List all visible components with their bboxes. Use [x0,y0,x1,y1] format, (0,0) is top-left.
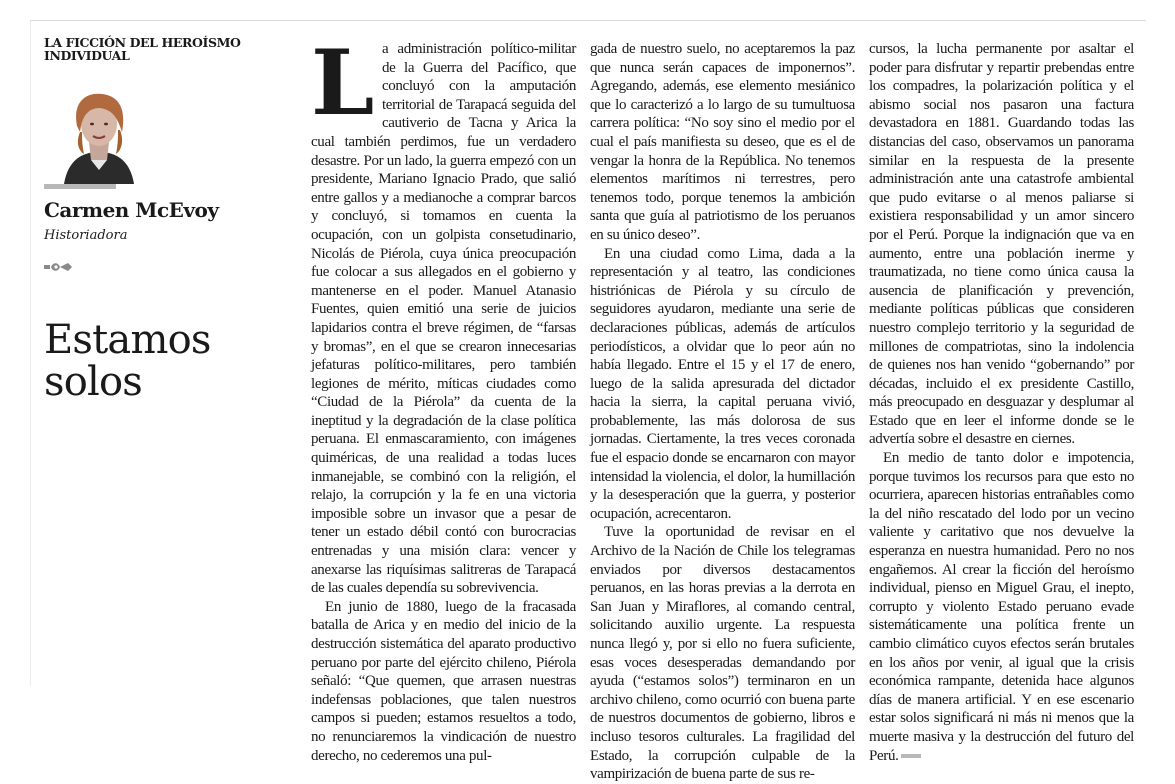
drop-cap: L [311,30,374,136]
author-portrait [44,80,154,184]
article-headline: Estamos solos [44,316,211,405]
sidebar [44,35,244,405]
paragraph: En junio de 1880, luego de la fracasada batalla de Arica y en medio del inicio de la destrucción sistemática del aparato productivo peruano por parte del ejército chileno, Piérola señaló: “Que quemen, que arrasen nuestras indefensas poblaciones, que talen nuestros campos si pueden; estamos resueltos a todo, no renunciaremos la vindicación de nuestro derecho, no cederemos una pul- [311,598,576,764]
article-column-3 [869,40,1134,765]
pen-nib-icon [44,260,74,274]
paragraph-text: En medio de tanto dolor e impotencia, porque tuvimos los recursos para que esto no ocurriera, aparecen historias entrañables como la del niño rescatado del lodo por un vecino valiente y caritativo que nos devuelve la esperanza en nuestra humanidad. Pero no nos engañemos. Al crear la ficción del heroísmo individual, pienso en Miguel Grau, el inepto, corrupto y violento Estado peruano evade sistemáticamente una política frente un cambio climático cuyos efectos serán brutales en los años por venir, al igual que la crisis económica rampante, detenida hace algunos días de manera artificial. Y en ese escenario estar solos significará ni más ni menos que la muerte masiva y la destrucción del futuro del Perú. [869,450,1134,764]
paragraph: cursos, la lucha permanente por asaltar el poder para disfrutar y repartir prebendas entre los compadres, la polarización política y el abismo social nos pasaron una factura devastadora en 1881. Guardando todas las distancias del caso, observamos un panorama similar en la respuesta de la presente administración ante una catastrofe ambiental que pudo evitarse o al menos paliarse si existiera responsabilidad y un amor sincero por el Perú. Porque la indignación que va en aumento, entre una población inerme y traumatizada, no tiene como única causa la ausencia de planificación y prevención, mediante políticas públicas que consideren nuestro complejo territorio y la seguridad de millones de compatriotas, sino la indolencia de quienes nos han venido “gobernando” por décadas, incluido el ex presidente Castillo, más preocupado en desguazar y desplumar al Estado que en leer el informe donde se le advertía sobre el desastre en ciernes. [869,41,1134,448]
paragraph: gada de nuestro suelo, no aceptaremos la paz que nunca serán capaces de imponernos”. Agregando, además, ese elemento mesiánico que lo caracterizó a lo largo de su tumultuosa carrera política: “No soy sino el medio por el cual el país manifiesta su deseo, que es el de vengar la honra de la República. No tenemos elementos marítimos ni terrestres, pero tenemos todo, porque tenemos la ambición santa que guía al patriotismo de los peruanos en su único deseo”. [590,41,855,243]
paragraph: Tuve la oportunidad de revisar en el Archivo de la Nación de Chile los telegramas enviados por diversos destacamentos peruanos, en las horas previas a la derrota en San Juan y Miraflores, al comando central, solicitando auxilio urgente. La respuesta nunca llegó y, por si ello no fuera suficiente, esas voces desesperadas demandando por ayuda (“estamos solos”) terminaron en un archivo chileno, como ocurrió con buena parte de nuestros documentos de gobierno, libros e incluso tesoros culturales. La fragilidad del Estado, la corrupción culpable de la vampirización de buena parte de sus re- [590,524,855,783]
portrait-underline [44,184,116,189]
paragraph: a administración político-militar de la Guerra del Pacífico, que concluyó con la amputación territorial de Tarapacá seguida del cautiverio de Tacna y Arica la cual también perdimos, fue un verdadero desastre. Por un lado, la guerra empezó con un presidente, Mariano Ignacio Prado, que salió entre gallos y a medianoche a comprar barcos y concluyó, si tomamos en cuenta la ocupación, con un golpista consetudinario, Nicolás de Piérola, cuya única preocupación fue colocar a sus allegados en el gobierno y mantenerse en el poder. Manuel Atanasio Fuentes, quien emitió una serie de juicios lapidarios contra el breve régimen, de “farsas y bromas”, en el que se crearon innecesarias jefaturas político-militares, pero también legiones de mérito, míticas ciudades como “Ciudad de la Piérola” da cuenta de la ineptitud y la degradación de la clase política peruana. El enmascaramiento, con imágenes quiméricas, de una realidad a todas luces inmanejable, se combinó con la religión, el relajo, la corrupción y la fe en una victoria imposible sobre un invasor que a pesar de tener un estado débil contó con burocracias entrenadas y una misión clara: vencer y anexarse las riquísimas salitreras de Tarapacá de las cuales dependía su sobrevivencia. [311,41,576,597]
paragraph: En una ciudad como Lima, dada a la representación y al teatro, las condiciones histriónicas de Piérola y su círculo de seguidores ayudaron, mediante una serie de declaraciones públicas, además de artículos periodísticos, a olvidar que lo peor aún no había llegado. Entre el 15 y el 17 de enero, luego de la salida apresurada del dictador hacia la sierra, la capital peruana vivió, probablemente, las más dolorosa de sus jornadas. Ciertamente, la tres veces coronada fue el espacio donde se encarnaron con mayor intensidad la violencia, el dolor, la humillación y la desesperación que la guerra, y posterior ocupación, acrecentaron. [590,245,855,522]
author-role: Historiadora [44,228,128,243]
author-name: Carmen McEvoy [44,198,219,222]
section-kicker: LA FICCIÓN DEL HEROÍSMO INDIVIDUAL [44,35,241,63]
article-column-2 [590,40,855,784]
end-mark [901,754,921,758]
paragraph [869,449,1134,765]
article-column-1 [311,30,576,765]
